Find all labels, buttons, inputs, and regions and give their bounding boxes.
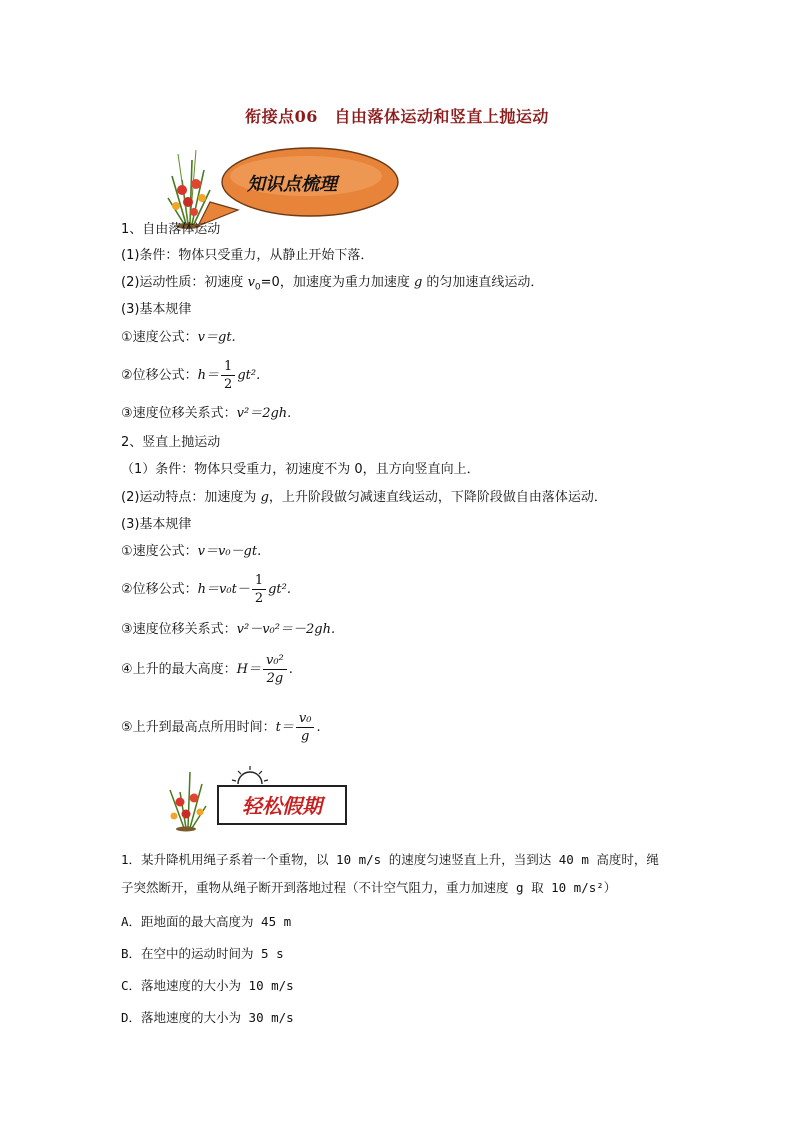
knowledge-banner bbox=[160, 140, 400, 232]
s1-formula-2 bbox=[121, 358, 260, 393]
plant-icon bbox=[170, 772, 206, 832]
s2-formula-5: ⑤上升到最高点所用时间：t＝ $\frac{\text{v₀}}{g}$ . bbox=[121, 711, 321, 744]
s1-f2-den: 2 bbox=[224, 377, 233, 392]
s2-formula-2 bbox=[121, 572, 291, 607]
s2-formula-4: ④上升的最大高度：H＝ $\frac{\text{v₀²}}{2g}$ . bbox=[121, 653, 293, 686]
s2-f4-fraction bbox=[263, 652, 287, 687]
s2-f4-label: ④上升的最大高度： bbox=[121, 662, 237, 677]
page-title: 衔接点06 自由落体运动和竖直上抛运动 bbox=[245, 107, 549, 126]
s2-f2-den: 2 bbox=[254, 591, 264, 606]
s2-f3: v²－v₀²＝－2gh. bbox=[236, 622, 336, 637]
s2-f2-lhs: h＝v₀t－ bbox=[197, 582, 250, 597]
s2-f5-label: ⑤上升到最高点所用时间： bbox=[121, 720, 276, 735]
s2-formula-1 bbox=[121, 544, 261, 560]
s1-f2-fraction bbox=[221, 358, 235, 393]
s2-feat-a: (2)运动特点：加速度为 bbox=[121, 490, 261, 505]
holiday-banner bbox=[160, 762, 360, 832]
s2-f4-lhs: H＝ bbox=[236, 662, 261, 677]
s1-formula-3 bbox=[121, 406, 291, 422]
s1-nature: (2)运动性质：初速度 $v_0=0$，加速度为重力加速度 g 的匀加速直线运动． bbox=[121, 275, 544, 293]
s1-f2-rhs: gt². bbox=[237, 368, 261, 383]
s1-f2-num: 1 bbox=[221, 358, 235, 376]
s2-f1: v＝v₀－gt. bbox=[197, 544, 262, 559]
s1-laws: (3)基本规律 bbox=[121, 302, 192, 317]
banner2-text: 轻松假期 bbox=[242, 794, 322, 818]
s1-f1: v＝gt. bbox=[197, 330, 236, 345]
q1-stem-line1: 1．某升降机用绳子系着一个重物，以 10 m/s 的速度匀速竖直上升，当到达 40 m 高度时，绳 bbox=[121, 852, 659, 867]
s1-formula-1 bbox=[121, 330, 236, 346]
q1-option-d: D．落地速度的大小为 30 m/s bbox=[121, 1010, 294, 1025]
s2-condition: （1）条件：物体只受重力，初速度不为 0，且方向竖直向上． bbox=[121, 462, 480, 477]
s1-f2-lhs: h＝ bbox=[197, 368, 220, 383]
s1-nature-a: (2)运动性质：初速度 bbox=[121, 275, 248, 290]
s2-f1-label: ①速度公式： bbox=[121, 544, 198, 559]
s1-f3: v²＝2gh. bbox=[236, 406, 292, 421]
s2-f5-den: g bbox=[301, 729, 310, 744]
s2-f2-label: ②位移公式： bbox=[121, 582, 198, 597]
s2-feature: (2)运动特点：加速度为 g，上升阶段做匀减速直线运动，下降阶段做自由落体运动． bbox=[121, 490, 607, 505]
s1-condition: (1)条件：物体只受重力，从静止开始下落． bbox=[121, 248, 374, 263]
q1-stem-line2: 子突然断开，重物从绳子断开到落地过程（不计空气阻力，重力加速度 g 取 10 m/s²） bbox=[121, 880, 617, 895]
s1-heading: 1、自由落体运动 bbox=[121, 222, 221, 237]
s2-f2-rhs: gt². bbox=[268, 582, 291, 597]
s2-f2-num: 1 bbox=[252, 572, 266, 590]
s2-f5-num: v₀ bbox=[296, 710, 315, 728]
s2-f4-den: 2g bbox=[266, 671, 284, 686]
s2-laws: (3)基本规律 bbox=[121, 517, 192, 532]
s1-f2-label: ②位移公式： bbox=[121, 368, 198, 383]
q1-option-b: B．在空中的运动时间为 5 s bbox=[121, 946, 284, 961]
s1-nature-b: =0，加速度为重力加速度 bbox=[260, 275, 414, 290]
s2-f2-fraction bbox=[252, 572, 266, 607]
s2-formula-3 bbox=[121, 622, 335, 638]
s1-f1-label: ①速度公式： bbox=[121, 330, 198, 345]
q1-option-c: C．落地速度的大小为 10 m/s bbox=[121, 978, 294, 993]
s2-f5-lhs: t＝ bbox=[275, 720, 294, 735]
s1-f3-label: ③速度位移关系式： bbox=[121, 406, 237, 421]
s2-heading: 2、竖直上抛运动 bbox=[121, 435, 221, 450]
sun-icon bbox=[232, 766, 268, 784]
s1-nature-c: 的匀加速直线运动． bbox=[426, 275, 544, 290]
s2-f4-num: v₀² bbox=[263, 652, 287, 670]
q1-option-a: A．距地面的最大高度为 45 m bbox=[121, 914, 292, 929]
s2-feat-b: ，上升阶段做匀减速直线运动，下降阶段做自由落体运动． bbox=[268, 490, 607, 505]
s2-f3-label: ③速度位移关系式： bbox=[121, 622, 237, 637]
banner1-text: 知识点梳理 bbox=[247, 174, 337, 195]
s2-f5-fraction bbox=[296, 710, 315, 745]
